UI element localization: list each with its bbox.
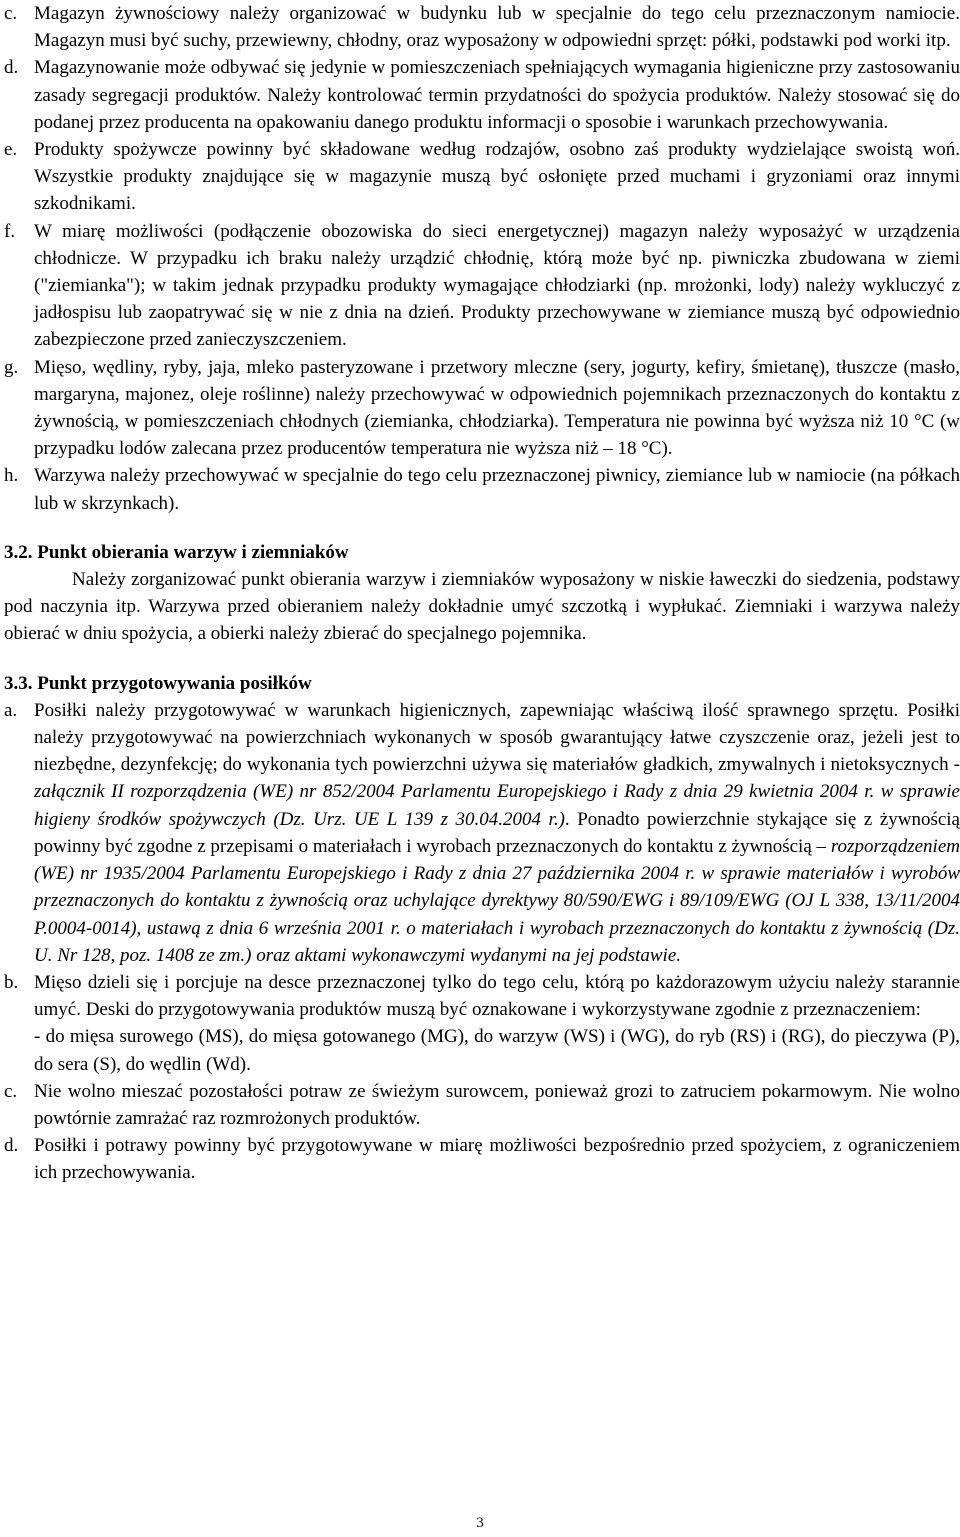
board-list-line: - do mięsa surowego (MS), do mięsa gotowanego (MG), do warzyw (WS) i (WG), do ryb (RS) i (RG), do pieczywa (P), do sera (S), do wędlin (Wd). [34,1026,960,1075]
item-text: Mięso dzieli się i porcjuje na desce przeznaczonej tylko do tego celu, którą po każdorazowym użyciu należy starannie umyć. Deski do przygotowywania produktów muszą być oznakowane i wykorzystywane zgodnie z przeznaczeniem: [34,971,960,1021]
item-label: c. [4,3,18,24]
legal-citation: rozporządzeniem (WE) nr 1935/2004 Parlamentu Europejskiego i Rady z dnia 27 października 2004 r. w sprawie materiałów i wyrobów przeznaczonych do kontaktu z żywnością oraz uchylające dyrektywy 80/590/EWG i 89/109/EWG (OJ L 338, 13/11/2004 P.0004-0014), ustawą z dnia 6 września 2001 r. o materiałach i wyrobach przeznaczonych do kontaktu z żywnością (Dz. U. Nr 128, poz. 1408 ze zm.) oraz aktami wykonawczymi wydanymi na jej podstawie. [34,835,960,966]
item-label: a. [4,699,18,721]
list-item-c [4,0,960,54]
list-item-e [4,136,960,218]
item-label: f. [4,220,16,242]
item-label: c. [4,1080,18,1102]
list-item-a [4,697,960,969]
list-item-g [4,354,960,463]
item-text-part: . Ponadto powierzchnie stykające się z żywnością powinny być zgodne z przepisami o materiałach i wyrobach przeznaczonych do kontaktu z żywnością – [34,808,960,857]
item-text: Magazyn żywnościowy należy organizować w budynku lub w specjalnie do tego celu przeznaczonym namiocie. Magazyn musi być suchy, przewiewny, chłodny, oraz wyposażony w odpowiedni sprzęt: półki, podstawki pod worki itp. [34,3,960,52]
section-3-2-paragraph: Należy zorganizować punkt obierania warzyw i ziemniaków wyposażony w niskie ławeczki do siedzenia, podstawy pod naczynia itp. Warzywa przed obieraniem należy dokładnie umyć szczotką i wypłukać. Ziemniaki i warzywa należy obierać w dniu spożycia, a obierki należy zbierać do specjalnego pojemnika. [4,569,960,645]
list-item-c2 [4,1078,960,1132]
list-item-d2 [4,1132,960,1186]
list-item-h [4,462,960,516]
item-label: d. [4,57,19,79]
item-text [34,697,960,969]
list-item-d [4,54,960,136]
item-text: W miarę możliwości (podłączenie obozowiska do sieci energetycznej) magazyn należy wyposażyć w urządzenia chłodnicze. W przypadku ich braku należy urządzić chłodnię, którą może być np. piwniczka zbudowana w ziemi ("ziemianka"); w takim jednak przypadku produkty wymagające chłodziarki (np. mrożonki, lody) należy wykluczyć z jadłospisu lub zaopatrywać się w nie z dnia na dzień. Produkty przechowywane w ziemiance muszą być odpowiednio zabezpieczone przed zanieczyszczeniem. [34,220,960,351]
section-heading-3-3: 3.3. Punkt przygotowywania posiłków [4,672,312,694]
item-label: h. [4,465,19,487]
item-label: e. [4,139,18,161]
item-text: Warzywa należy przechowywać w specjalnie do tego celu przeznaczonej piwnicy, ziemiance lub w namiocie (na półkach lub w skrzynkach). [34,465,960,514]
item-label: d. [4,1135,19,1157]
list-item-b [4,969,960,1078]
item-label: g. [4,356,19,378]
item-text: Nie wolno mieszać pozostałości potraw ze świeżym surowcem, ponieważ grozi to zatruciem pokarmowym. Nie wolno powtórnie zamrażać raz rozmrożonych produktów. [34,1080,960,1129]
item-label: b. [4,971,19,993]
item-text: Magazynowanie może odbywać się jedynie w pomieszczeniach spełniających wymagania higieniczne przy zastosowaniu zasady segregacji produktów. Należy kontrolować termin przydatności do spożycia produktów. Należy stosować się do podanej przez producenta na opakowaniu danego produktu informacji o sposobie i warunkach przechowywania. [34,57,960,133]
legal-citation: załącznik II rozporządzenia (WE) nr 852/2004 Parlamentu Europejskiego i Rady z dnia 29 kwietnia 2004 r. w sprawie higieny środków spożywczych (Dz. Urz. UE L 139 z 30.04.2004 r.) [34,781,960,830]
item-text: Posiłki i potrawy powinny być przygotowywane w miarę możliwości bezpośrednio przed spożyciem, z ograniczeniem ich przechowywania. [34,1135,960,1184]
list-item-f [4,218,960,354]
item-text-part: Posiłki należy przygotowywać w warunkach higienicznych, zapewniając właściwą ilość sprawnego sprzętu. Posiłki należy przygotowywać na powierzchniach wykonanych w sposób gwarantujący łatwe czyszczenie oraz, jeżeli jest to niezbędne, dezynfekcję; do wykonania tych powierzchni używa się materiałów gładkich, zmywalnych i nietoksycznych - [34,699,960,776]
section-heading-3-2: 3.2. Punkt obierania warzyw i ziemniaków [4,541,349,563]
item-text: Produkty spożywcze powinny być składowane według rodzajów, osobno zaś produkty wydzielające swoistą woń. Wszystkie produkty znajdujące się w magazynie muszą być osłonięte przed muchami i gryzoniami oraz innymi szkodnikami. [34,139,960,215]
item-text: Mięso, wędliny, ryby, jaja, mleko pasteryzowane i przetwory mleczne (sery, jogurty, kefiry, śmietanę), tłuszcze (masło, margaryna, majonez, oleje roślinne) należy przechowywać w odpowiednich pojemnikach przeznaczonych do kontaktu z żywnością, w pomieszczeniach chłodnych (ziemianka, chłodziarka). Temperatura nie powinna być wyższa niż 10 °C (w przypadku lodów zalecana przez producentów temperatura nie wyższa niż – 18 °C). [34,356,960,460]
page-number: 3 [476,1515,484,1531]
